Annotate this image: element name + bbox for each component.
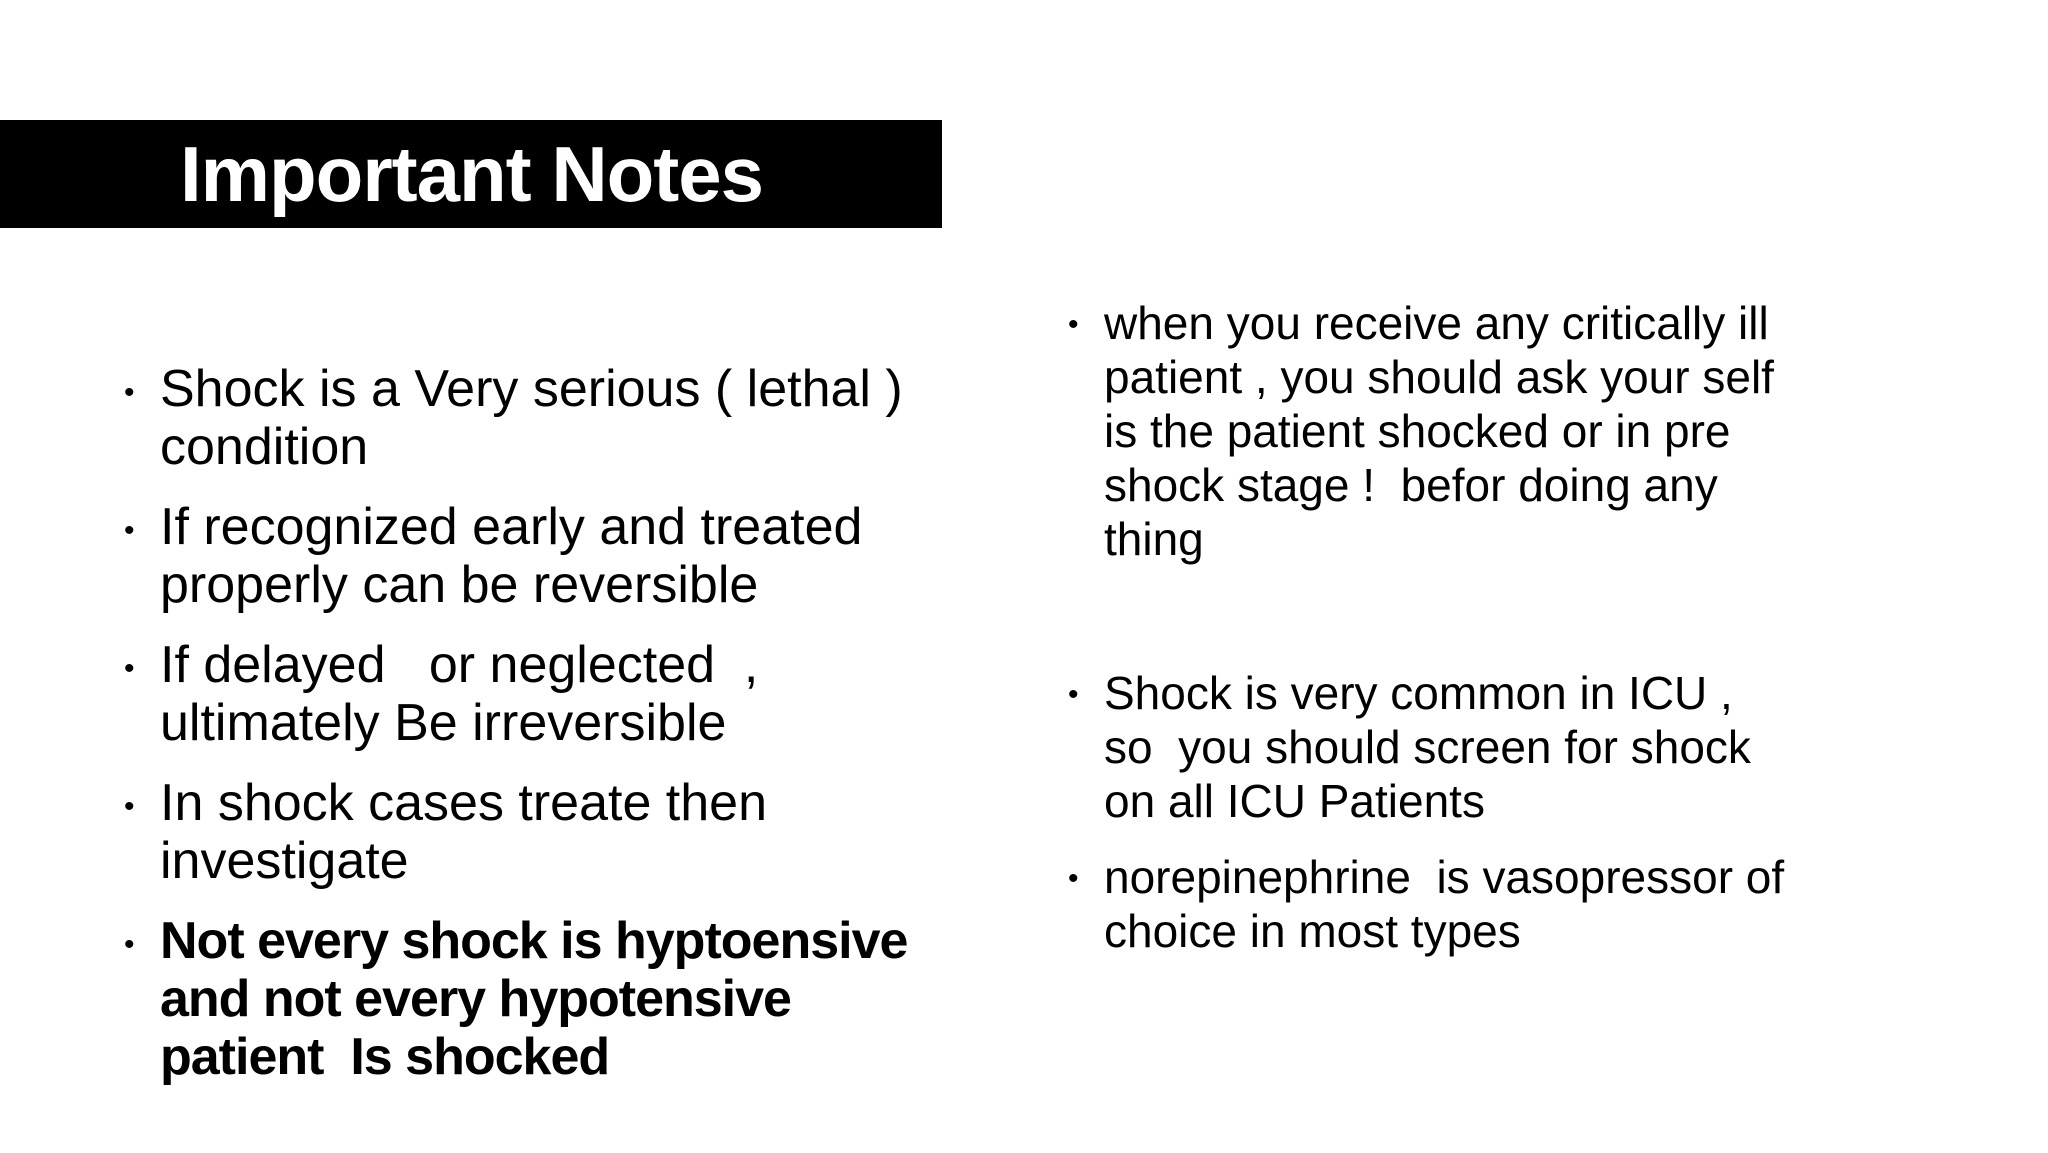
bullet-icon: • <box>1068 678 1079 711</box>
bullet-text: In shock cases treate then investigate <box>160 774 768 890</box>
list-item <box>124 636 964 752</box>
bullet-text: when you receive any critically ill patient , you should ask your self is the patient shocked or in pre shock stage ! befor doing any thing <box>1104 297 1774 565</box>
list-item <box>124 498 964 614</box>
bullet-icon: • <box>1068 308 1079 341</box>
list-item-emphasized <box>124 912 964 1086</box>
title-bar <box>0 120 942 228</box>
bullet-icon: • <box>1068 862 1079 895</box>
bullet-text: Shock is very common in ICU , so you should screen for shock on all ICU Patients <box>1104 667 1751 827</box>
bullet-icon: • <box>124 928 135 961</box>
bullet-icon: • <box>124 790 135 823</box>
bullet-text: If delayed or neglected , ultimately Be irreversible <box>160 636 759 752</box>
left-bullet-list <box>124 360 964 1108</box>
bullet-text: If recognized early and treated properly can be reversible <box>160 498 863 614</box>
list-item <box>1068 850 1948 958</box>
list-item <box>1068 666 1948 828</box>
bullet-text: Not every shock is hyptoensive and not every hypotensive patient Is shocked <box>160 912 908 1086</box>
bullet-text: Shock is a Very serious ( lethal ) condition <box>160 360 903 476</box>
bullet-icon: • <box>124 652 135 685</box>
bullet-text: norepinephrine is vasopressor of choice in most types <box>1104 851 1785 957</box>
bullet-icon: • <box>124 514 135 547</box>
page-title: Important Notes <box>180 130 764 218</box>
bullet-icon: • <box>124 376 135 409</box>
list-item <box>124 774 964 890</box>
list-item <box>124 360 964 476</box>
right-bullet-list <box>1068 296 1948 958</box>
list-item <box>1068 296 1948 566</box>
